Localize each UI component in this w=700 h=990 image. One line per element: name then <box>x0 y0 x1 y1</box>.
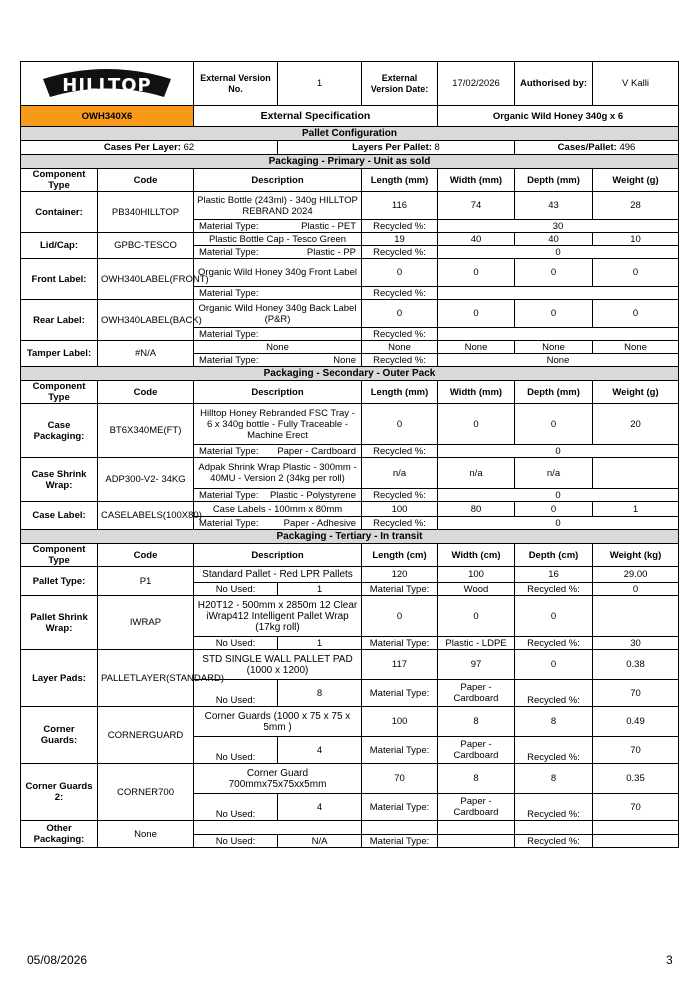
length-value: 120 <box>362 567 438 583</box>
weight-value: 28 <box>593 192 679 220</box>
material-value <box>438 835 515 848</box>
cases-per-layer-label: Cases Per Layer: <box>103 142 181 153</box>
recycled-label: Recycled %: <box>515 737 593 764</box>
component-code: CASELABELS(100X80) <box>98 502 194 530</box>
material-value: Plastic - LDPE <box>438 637 515 650</box>
component-description: Adpak Shrink Wrap Plastic - 300mm - 40MU - Version 2 (34kg per roll) <box>194 458 362 489</box>
component-code: P1 <box>98 567 194 596</box>
depth-value: 16 <box>515 567 593 583</box>
authorised-label: Authorised by: <box>515 62 593 106</box>
width-value: 8 <box>438 707 515 737</box>
ext-version-value: 1 <box>278 62 362 106</box>
col-width: Width (cm) <box>438 544 515 567</box>
width-value: 97 <box>438 650 515 680</box>
component-code: GPBC-TESCO <box>98 233 194 259</box>
depth-value: 43 <box>515 192 593 220</box>
recycled-value: 0 <box>438 445 679 458</box>
material-label: Material Type: <box>362 637 438 650</box>
no-used-value: 1 <box>278 583 362 596</box>
col-code: Code <box>98 169 194 192</box>
col-component-type: Component Type <box>21 544 98 567</box>
col-description: Description <box>194 169 362 192</box>
col-depth: Depth (mm) <box>515 381 593 404</box>
weight-value: 0.35 <box>593 764 679 794</box>
recycled-label: Recycled %: <box>515 794 593 821</box>
material-label: Material Type: <box>199 445 259 457</box>
recycled-label: Recycled %: <box>515 680 593 707</box>
material-label: Material Type: <box>199 220 259 232</box>
col-weight: Weight (g) <box>593 381 679 404</box>
recycled-value: 70 <box>593 680 679 707</box>
component-description: STD SINGLE WALL PALLET PAD (1000 x 1200) <box>194 650 362 680</box>
component-type: Corner Guards: <box>21 707 98 764</box>
component-description: Corner Guards (1000 x 75 x 75 x 5mm ) <box>194 707 362 737</box>
component-description: Corner Guard 700mmx75x75xx5mm <box>194 764 362 794</box>
recycled-value: 0 <box>438 489 679 502</box>
ext-version-label: External Version No. <box>194 62 278 106</box>
recycled-value: 70 <box>593 794 679 821</box>
col-length: Length (mm) <box>362 169 438 192</box>
material-label: Material Type: <box>362 794 438 821</box>
col-width: Width (mm) <box>438 381 515 404</box>
cases-per-layer <box>21 141 278 155</box>
cases-pallet-value: 496 <box>619 142 636 153</box>
weight-value: 0 <box>593 259 679 287</box>
component-description: Organic Wild Honey 340g Front Label <box>194 259 362 287</box>
length-value: 0 <box>362 259 438 287</box>
component-type: Case Shrink Wrap: <box>21 458 98 502</box>
primary-heading: Packaging - Primary - Unit as sold <box>21 155 679 169</box>
layers-per-pallet <box>278 141 515 155</box>
length-value: 70 <box>362 764 438 794</box>
component-type: Layer Pads: <box>21 650 98 707</box>
col-component-type: Component Type <box>21 169 98 192</box>
brand-logo <box>21 62 194 106</box>
material-label: Material Type: <box>199 287 259 299</box>
no-used-label: No Used: <box>194 583 278 596</box>
material-cell <box>194 354 362 367</box>
depth-value: 0 <box>515 596 593 637</box>
material-value: Plastic - Polystyrene <box>269 489 356 501</box>
width-value <box>438 821 515 835</box>
component-type: Other Packaging: <box>21 821 98 848</box>
material-value: Paper - Cardboard <box>277 445 356 457</box>
product-code: OWH340X6 <box>21 106 194 127</box>
col-length: Length (mm) <box>362 381 438 404</box>
weight-value <box>593 458 679 489</box>
component-code: None <box>98 821 194 848</box>
depth-value: 40 <box>515 233 593 246</box>
material-label: Material Type: <box>362 835 438 848</box>
width-value: 40 <box>438 233 515 246</box>
component-code: PB340HILLTOP <box>98 192 194 233</box>
recycled-value: 0 <box>438 517 679 530</box>
material-cell <box>194 246 362 259</box>
cases-pallet-label: Cases/Pallet: <box>557 142 617 153</box>
component-code: CORNER700 <box>98 764 194 821</box>
weight-value: 0.38 <box>593 650 679 680</box>
material-label: Material Type: <box>199 489 259 501</box>
col-length: Length (cm) <box>362 544 438 567</box>
width-value: 0 <box>438 404 515 445</box>
component-description: Plastic Bottle Cap - Tesco Green <box>194 233 362 246</box>
recycled-label: Recycled %: <box>362 489 438 502</box>
depth-value: 0 <box>515 502 593 517</box>
component-code: #N/A <box>98 341 194 367</box>
component-description: Plastic Bottle (243ml) - 340g HILLTOP REBRAND 2024 <box>194 192 362 220</box>
authorised-value: V Kalli <box>593 62 679 106</box>
layers-label: Layers Per Pallet: <box>352 142 432 153</box>
col-depth: Depth (cm) <box>515 544 593 567</box>
recycled-label: Recycled %: <box>362 220 438 233</box>
length-value: None <box>362 341 438 354</box>
recycled-value: 70 <box>593 737 679 764</box>
component-type: Pallet Shrink Wrap: <box>21 596 98 650</box>
width-value: 74 <box>438 192 515 220</box>
material-cell <box>194 489 362 502</box>
material-cell <box>194 328 362 341</box>
no-used-label: No Used: <box>194 835 278 848</box>
recycled-value: 0 <box>438 246 679 259</box>
length-value: 100 <box>362 707 438 737</box>
material-value: Wood <box>438 583 515 596</box>
component-type: Case Packaging: <box>21 404 98 458</box>
no-used-label: No Used: <box>194 680 278 707</box>
width-value: n/a <box>438 458 515 489</box>
spec-table <box>20 61 679 848</box>
component-description: Organic Wild Honey 340g Back Label (P&R) <box>194 300 362 328</box>
component-code: ADP300-V2- 34KG <box>98 458 194 502</box>
no-used-value: 4 <box>278 737 362 764</box>
cases-per-layer-value: 62 <box>183 142 195 153</box>
col-code: Code <box>98 381 194 404</box>
length-value: 100 <box>362 502 438 517</box>
width-value: None <box>438 341 515 354</box>
depth-value: n/a <box>515 458 593 489</box>
no-used-value: 1 <box>278 637 362 650</box>
col-depth: Depth (mm) <box>515 169 593 192</box>
weight-value: None <box>593 341 679 354</box>
tertiary-heading: Packaging - Tertiary - In transit <box>21 530 679 544</box>
component-description: None <box>194 341 362 354</box>
material-value: Paper - Adhesive <box>283 517 356 529</box>
component-type: Corner Guards 2: <box>21 764 98 821</box>
recycled-label: Recycled %: <box>362 246 438 259</box>
component-description <box>194 821 362 835</box>
component-type: Pallet Type: <box>21 567 98 596</box>
col-weight: Weight (g) <box>593 169 679 192</box>
no-used-label: No Used: <box>194 737 278 764</box>
hilltop-logo-icon <box>37 64 177 100</box>
material-label: Material Type: <box>199 246 259 258</box>
col-description: Description <box>194 381 362 404</box>
material-label: Material Type: <box>362 583 438 596</box>
depth-value: 8 <box>515 764 593 794</box>
material-cell <box>194 220 362 233</box>
recycled-value: 30 <box>593 637 679 650</box>
depth-value: 8 <box>515 707 593 737</box>
length-value: 117 <box>362 650 438 680</box>
component-code: IWRAP <box>98 596 194 650</box>
weight-value: 1 <box>593 502 679 517</box>
pallet-config-heading: Pallet Configuration <box>21 127 679 141</box>
recycled-label: Recycled %: <box>362 517 438 530</box>
component-code: BT6X340ME(FT) <box>98 404 194 458</box>
col-width: Width (mm) <box>438 169 515 192</box>
depth-value: 0 <box>515 259 593 287</box>
material-value: Plastic - PP <box>306 246 356 258</box>
material-cell <box>194 287 362 300</box>
material-label: Material Type: <box>362 680 438 707</box>
component-type: Container: <box>21 192 98 233</box>
recycled-label: Recycled %: <box>362 445 438 458</box>
depth-value: 0 <box>515 650 593 680</box>
col-code: Code <box>98 544 194 567</box>
no-used-value: 8 <box>278 680 362 707</box>
component-description: Standard Pallet - Red LPR Pallets <box>194 567 362 583</box>
width-value: 0 <box>438 300 515 328</box>
component-type: Lid/Cap: <box>21 233 98 259</box>
material-label: Material Type: <box>199 517 259 529</box>
component-description: Case Labels - 100mm x 80mm <box>194 502 362 517</box>
ext-date-label: External Version Date: <box>362 62 438 106</box>
recycled-value: 0 <box>593 583 679 596</box>
width-value: 100 <box>438 567 515 583</box>
weight-value: 0.49 <box>593 707 679 737</box>
length-value: 0 <box>362 300 438 328</box>
col-component-type: Component Type <box>21 381 98 404</box>
material-label: Material Type: <box>199 354 259 366</box>
weight-value: 10 <box>593 233 679 246</box>
col-weight: Weight (kg) <box>593 544 679 567</box>
weight-value <box>593 596 679 637</box>
col-description: Description <box>194 544 362 567</box>
component-type: Case Label: <box>21 502 98 530</box>
ext-date-value: 17/02/2026 <box>438 62 515 106</box>
component-code: CORNERGUARD <box>98 707 194 764</box>
weight-value: 0 <box>593 300 679 328</box>
component-description: H20T12 - 500mm x 2850m 12 Clear iWrap412 Intelligent Pallet Wrap (17kg roll) <box>194 596 362 637</box>
component-type: Tamper Label: <box>21 341 98 367</box>
component-type: Front Label: <box>21 259 98 300</box>
depth-value: None <box>515 341 593 354</box>
spec-title: External Specification <box>194 106 438 127</box>
recycled-label: Recycled %: <box>515 583 593 596</box>
length-value: n/a <box>362 458 438 489</box>
material-value: Plastic - PET <box>301 220 356 232</box>
cases-per-pallet <box>515 141 679 155</box>
width-value: 80 <box>438 502 515 517</box>
width-value: 0 <box>438 596 515 637</box>
footer-date: 05/08/2026 <box>27 953 88 967</box>
material-value: None <box>333 354 356 366</box>
recycled-value: None <box>438 354 679 367</box>
no-used-label: No Used: <box>194 637 278 650</box>
component-code: OWH340LABEL(BACK) <box>98 300 194 341</box>
no-used-value: 4 <box>278 794 362 821</box>
depth-value <box>515 821 593 835</box>
length-value: 0 <box>362 404 438 445</box>
weight-value <box>593 821 679 835</box>
component-description: Hilltop Honey Rebranded FSC Tray - 6 x 340g bottle - Fully Traceable - Machine Erect <box>194 404 362 445</box>
component-code: OWH340LABEL(FRONT) <box>98 259 194 300</box>
recycled-value: 30 <box>438 220 679 233</box>
material-value: Paper - Cardboard <box>438 680 515 707</box>
recycled-label: Recycled %: <box>362 328 438 341</box>
material-cell <box>194 517 362 530</box>
length-value <box>362 821 438 835</box>
length-value: 19 <box>362 233 438 246</box>
recycled-value <box>438 287 679 300</box>
material-value: Paper - Cardboard <box>438 737 515 764</box>
no-used-label: No Used: <box>194 794 278 821</box>
footer-page-number: 3 <box>666 953 673 967</box>
recycled-label: Recycled %: <box>362 354 438 367</box>
component-type: Rear Label: <box>21 300 98 341</box>
recycled-label: Recycled %: <box>515 637 593 650</box>
no-used-value: N/A <box>278 835 362 848</box>
depth-value: 0 <box>515 300 593 328</box>
length-value: 116 <box>362 192 438 220</box>
layers-value: 8 <box>434 142 440 153</box>
recycled-label: Recycled %: <box>362 287 438 300</box>
recycled-label: Recycled %: <box>515 835 593 848</box>
depth-value: 0 <box>515 404 593 445</box>
recycled-value <box>438 328 679 341</box>
material-label: Material Type: <box>362 737 438 764</box>
length-value: 0 <box>362 596 438 637</box>
svg-text:HILLTOP: HILLTOP <box>62 75 152 96</box>
product-name: Organic Wild Honey 340g x 6 <box>438 106 679 127</box>
weight-value: 20 <box>593 404 679 445</box>
weight-value: 29.00 <box>593 567 679 583</box>
secondary-heading: Packaging - Secondary - Outer Pack <box>21 367 679 381</box>
recycled-value <box>593 835 679 848</box>
material-value: Paper - Cardboard <box>438 794 515 821</box>
width-value: 0 <box>438 259 515 287</box>
width-value: 8 <box>438 764 515 794</box>
material-cell <box>194 445 362 458</box>
material-label: Material Type: <box>199 328 259 340</box>
component-code: PALLETLAYER(STANDARD) <box>98 650 194 707</box>
